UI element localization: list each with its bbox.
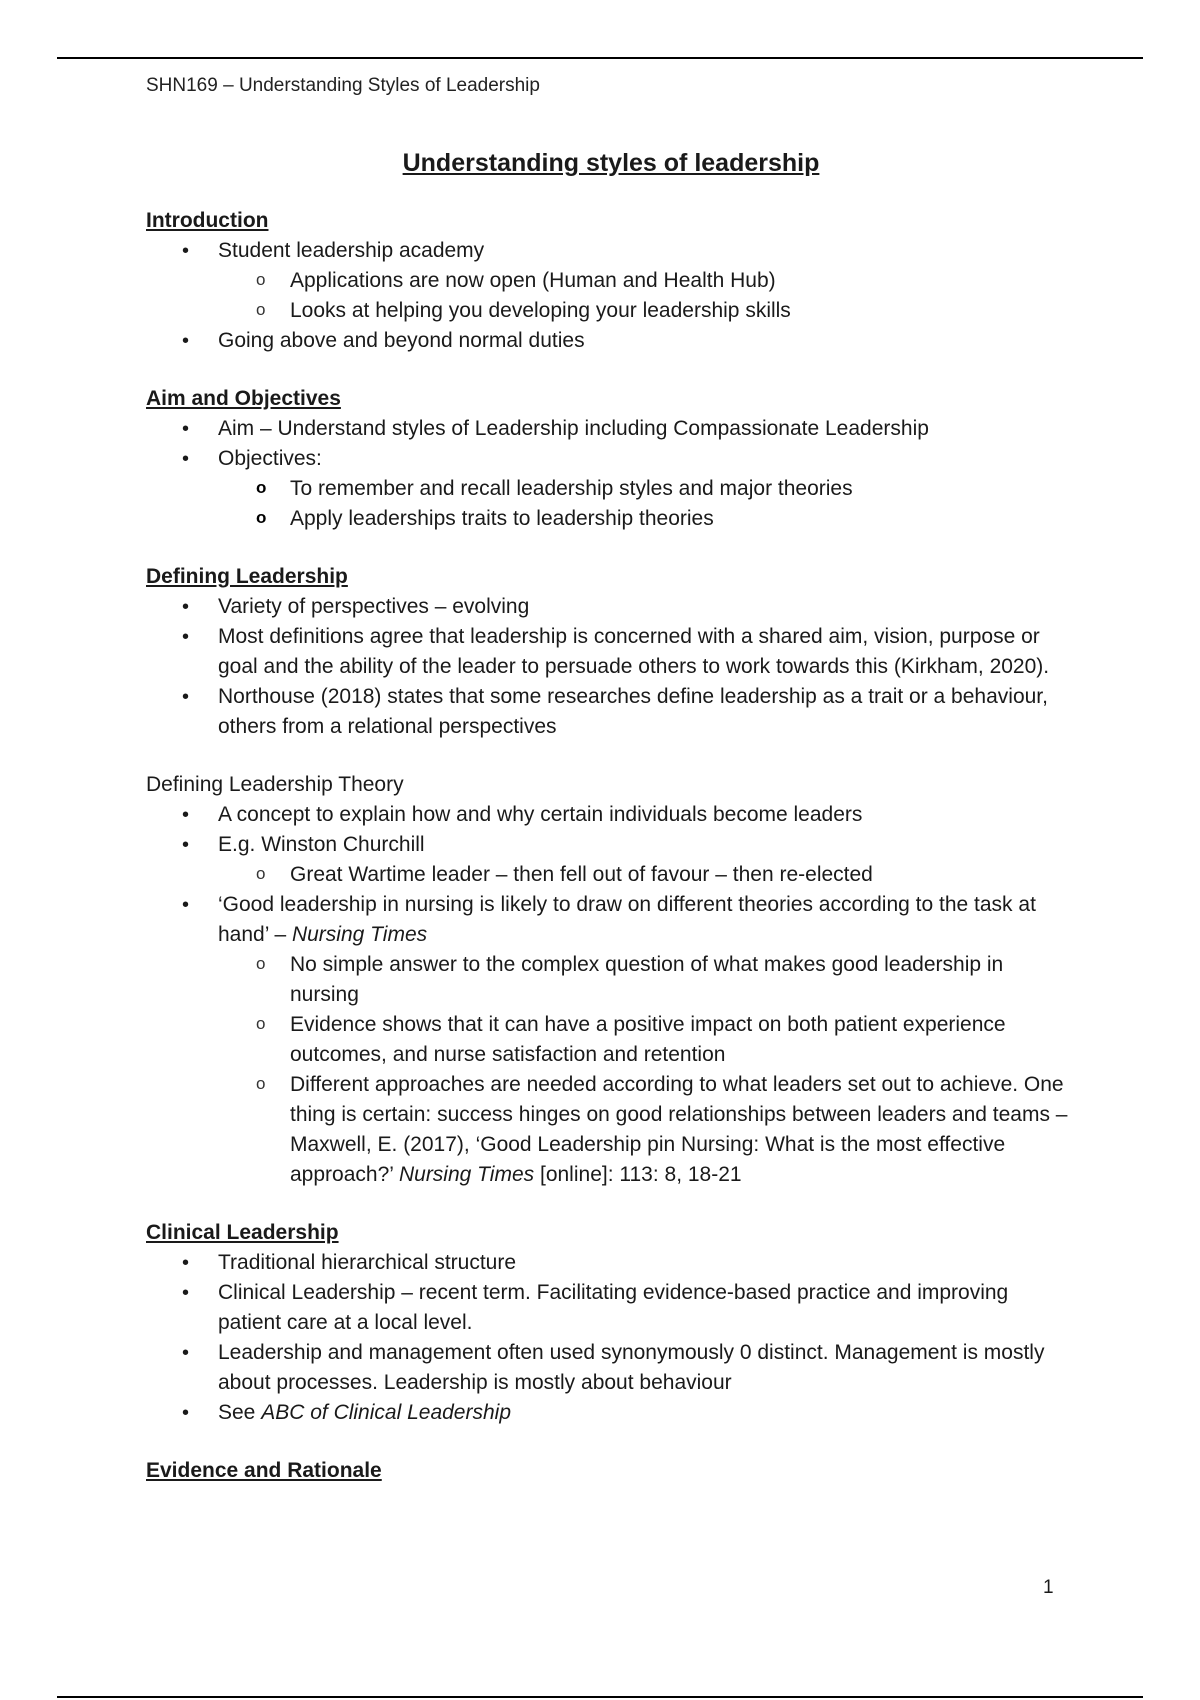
list-item: • Traditional hierarchical structure <box>146 1248 1076 1278</box>
citation-tail: [online]: 113: 8, 18-21 <box>534 1163 742 1186</box>
document-body <box>146 146 1076 1514</box>
list-item-text: See <box>218 1401 262 1424</box>
list-item <box>146 830 1076 890</box>
sub-list-item-text: Different approaches are needed according to what leaders set out to achieve. One thing is certain: success hinges on good relationships between leaders and teams – Maxwell, E. (2017), ‘Good Leadership pin Nursing: What is the most effective approach?’ <box>290 1073 1068 1186</box>
sub-list-item: o Great Wartime leader – then fell out of favour – then re-elected <box>146 860 1076 890</box>
section-heading: Evidence and Rationale <box>146 1459 382 1482</box>
sub-list-item: o No simple answer to the complex question of what makes good leadership in nursing <box>146 950 1076 1010</box>
list-item: • Northouse (2018) states that some researches define leadership as a trait or a behaviour, others from a relational perspectives <box>146 682 1076 742</box>
list-item-text: Objectives: <box>218 447 322 470</box>
sub-list-item: o Looks at helping you developing your leadership skills <box>146 296 1076 326</box>
citation-italic: Nursing Times <box>291 923 428 946</box>
footer-rule <box>57 1696 1143 1698</box>
list-item-text: E.g. Winston Churchill <box>218 833 425 856</box>
list-item-text: Student leadership academy <box>218 239 485 262</box>
section-heading: Introduction <box>146 209 269 232</box>
list-item: • A concept to explain how and why certain individuals become leaders <box>146 800 1076 830</box>
list-item <box>146 236 1076 326</box>
section-evidence <box>146 1456 1076 1486</box>
list-item: • Most definitions agree that leadership is concerned with a shared aim, vision, purpose or goal and the ability of the leader to persuade others to work towards this (Kirkham, 2020). <box>146 622 1076 682</box>
section-heading: Defining Leadership <box>146 565 348 588</box>
sub-list-item: o Applications are now open (Human and Health Hub) <box>146 266 1076 296</box>
section-leadership-theory <box>146 770 1076 1190</box>
section-introduction <box>146 206 1076 356</box>
citation-italic: ABC of Clinical Leadership <box>261 1401 511 1424</box>
section-heading: Clinical Leadership <box>146 1221 339 1244</box>
list-item <box>146 890 1076 1190</box>
document-title: Understanding styles of leadership <box>402 149 820 177</box>
list-item: • Variety of perspectives – evolving <box>146 592 1076 622</box>
section-defining-leadership <box>146 562 1076 742</box>
citation-italic: Nursing Times <box>398 1163 535 1186</box>
page-number: 1 <box>1043 1577 1054 1598</box>
list-item <box>146 444 1076 534</box>
list-item: • Going above and beyond normal duties <box>146 326 1076 356</box>
sub-list-item: o Evidence shows that it can have a positive impact on both patient experience outcomes, and nurse satisfaction and retention <box>146 1010 1076 1070</box>
list-item: • Aim – Understand styles of Leadership including Compassionate Leadership <box>146 414 1076 444</box>
section-aims <box>146 384 1076 534</box>
section-heading: Aim and Objectives <box>146 387 341 410</box>
page-header: SHN169 – Understanding Styles of Leadership <box>146 75 540 96</box>
section-heading: Defining Leadership Theory <box>146 773 404 796</box>
sub-list-item: o Apply leaderships traits to leadership theories <box>146 504 1076 534</box>
list-item: • Leadership and management often used synonymously 0 distinct. Management is mostly about processes. Leadership is mostly about behaviour <box>146 1338 1076 1398</box>
list-item: • Clinical Leadership – recent term. Facilitating evidence-based practice and improving patient care at a local level. <box>146 1278 1076 1338</box>
list-item-text: ‘Good leadership in nursing is likely to draw on different theories according to the task at hand’ – <box>218 893 1036 946</box>
list-item <box>146 1398 1076 1428</box>
section-clinical-leadership <box>146 1218 1076 1428</box>
header-rule <box>57 57 1143 59</box>
sub-list-item: o To remember and recall leadership styles and major theories <box>146 474 1076 504</box>
sub-list-item <box>146 1070 1076 1190</box>
